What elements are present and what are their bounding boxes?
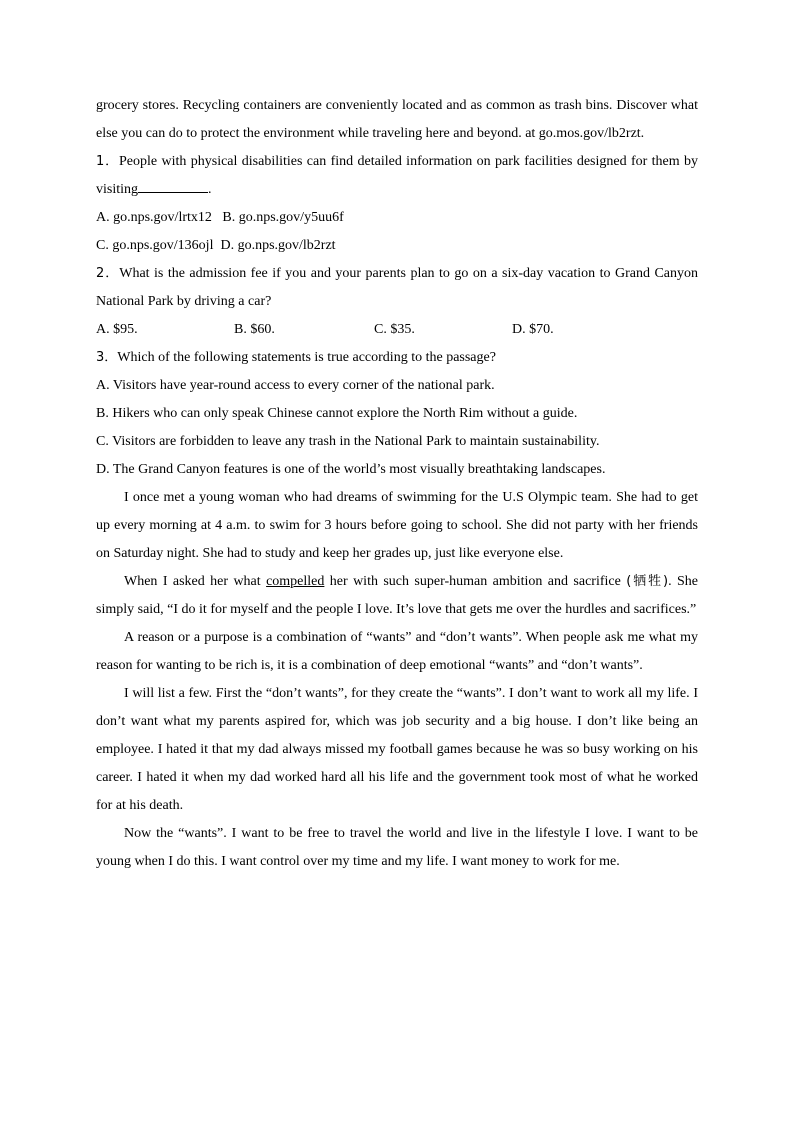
passage2-paragraph-5: Now the “wants”. I want to be free to travel the world and live in the lifestyle I love. I want to be young when I do this. I want control over my time and my life. I want money to work for me. [96,826,698,869]
question-2-text: What is the admission fee if you and your parents plan to go on a six-day vacation to Grand Canyon National Park by driving a car? [96,266,698,309]
question-2-option-a[interactable]: A. $95. [96,322,138,337]
chinese-gloss: (牺牲) [626,574,669,589]
underlined-word-compelled: compelled [266,574,325,589]
question-1-blank [138,178,208,193]
question-1-number: 1． [96,154,120,169]
question-1-option-d[interactable]: D. go.nps.gov/lb2rzt [220,238,336,253]
question-2-options [96,316,698,344]
question-2-option-c[interactable]: C. $35. [374,322,415,337]
question-3-stem [96,344,698,372]
document-page [96,92,698,876]
question-2-option-b[interactable]: B. $60. [234,322,275,337]
question-1-option-a[interactable]: A. go.nps.gov/lrtx12 [96,210,212,225]
question-3-option-d[interactable]: D. The Grand Canyon features is one of the world’s most visually breathtaking landscapes. [96,462,606,477]
passage2-p2-before: When I asked her what [124,574,267,589]
question-3-text: Which of the following statements is true according to the passage? [117,350,496,365]
question-1-options-row-1 [96,204,698,232]
question-2-number: 2． [96,266,120,281]
question-1-option-b[interactable]: B. go.nps.gov/y5uu6f [222,210,344,225]
question-3-option-a[interactable]: A. Visitors have year-round access to every corner of the national park. [96,378,495,393]
passage2-p2-after: her with such super-human ambition and sacrifice [324,574,627,589]
passage1-ending: grocery stores. Recycling containers are conveniently located and as common as trash bins. Discover what else you can do to protect the environment while traveling here and beyond. at go.mos.gov/lb2rzt. [96,98,698,141]
question-2-stem [96,260,698,316]
question-1-options-row-2 [96,232,698,260]
question-1-stem-end: . [208,182,212,197]
passage2-paragraph-4: I will list a few. First the “don’t wants”, for they create the “wants”. I don’t want to work all my life. I don’t want what my parents aspired for, which was job security and a big house. I don’t like being an employee. I hated it that my dad always missed my football games because he was so busy working on his career. I hated it when my dad worked hard all his life and the government took most of what he worked for at his death. [96,686,698,813]
passage2-paragraph-1: I once met a young woman who had dreams of swimming for the U.S Olympic team. She had to get up every morning at 4 a.m. to swim for 3 hours before going to school. She did not party with her friends on Saturday night. She had to study and keep her grades up, just like everyone else. [96,490,698,561]
question-3-option-b[interactable]: B. Hikers who can only speak Chinese cannot explore the North Rim without a guide. [96,406,578,421]
passage2-p2-rest: . She simply said, “I do it for myself and the people I love. It’s love that gets me over the hurdles and sacrifices.” [96,574,699,617]
question-3-number: 3． [96,350,118,365]
question-3-option-c[interactable]: C. Visitors are forbidden to leave any trash in the National Park to maintain sustainability. [96,434,600,449]
question-1-option-c[interactable]: C. go.nps.gov/136ojl [96,238,214,253]
question-1-stem [96,148,698,204]
passage2-paragraph-2 [96,568,698,624]
question-1-text: People with physical disabilities can find detailed information on park facilities designed for them by visiting [96,154,698,197]
question-2-option-d[interactable]: D. $70. [512,322,554,337]
passage2-paragraph-3: A reason or a purpose is a combination of “wants” and “don’t wants”. When people ask me what my reason for wanting to be rich is, it is a combination of deep emotional “wants” and “don’t wants”. [96,630,698,673]
